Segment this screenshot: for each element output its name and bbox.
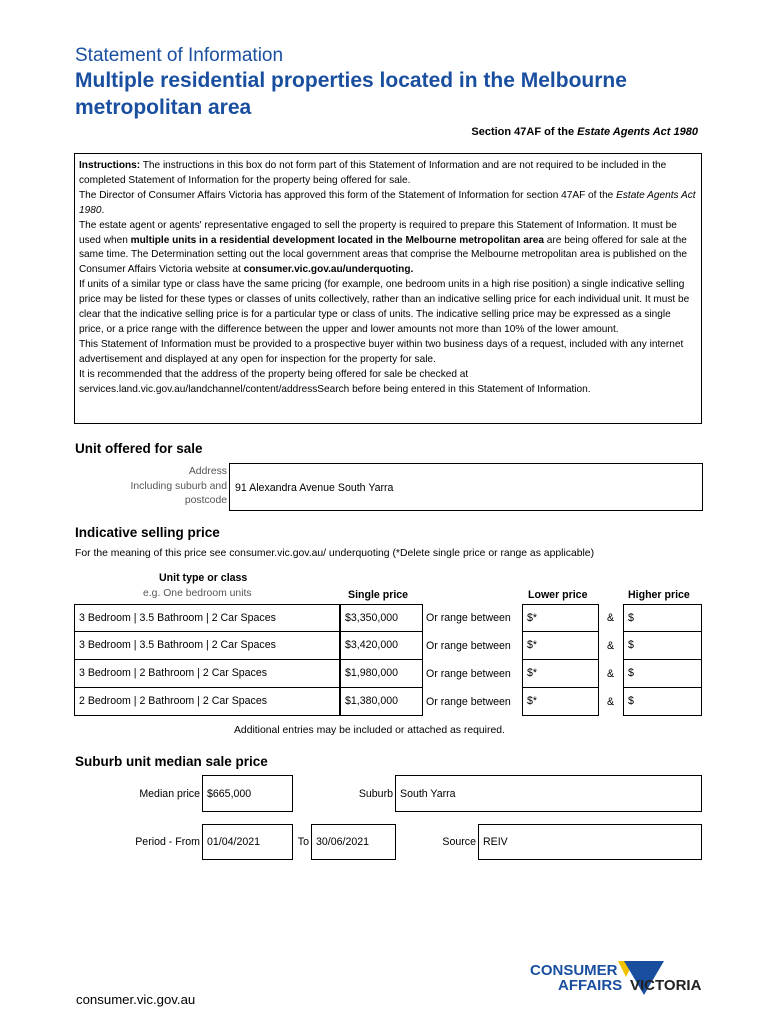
single-price-field[interactable]: $3,420,000 [340,632,423,660]
ampersand: & [607,668,615,680]
instructions-p2-text: The Director of Consumer Affairs Victoria has approved this form of the Statement of Information for section 47AF of the [79,189,617,201]
col-lower-price: Lower price [528,589,588,601]
higher-price-field[interactable]: $ [623,660,702,688]
section-act: Estate Agents Act 1980 [577,126,698,138]
ampersand: & [607,696,615,708]
unit-type-field[interactable]: 3 Bedroom | 3.5 Bathroom | 2 Car Spaces [74,632,340,660]
instructions-p3-a: The estate agent or agents' representative engaged to sell the property is required to prepare this Statement of Information. It must be used when [79,219,677,246]
footer-url[interactable]: consumer.vic.gov.au [76,992,196,1007]
period-to-label: To [297,836,309,848]
instructions-p3 [79,219,697,279]
higher-price-field[interactable]: $ [623,688,702,716]
price-row [74,604,702,632]
single-price-field[interactable]: $1,980,000 [340,660,423,688]
suburb-field[interactable]: South Yarra [395,775,702,812]
instructions-p2 [79,189,697,219]
additional-entries-note: Additional entries may be included or attached as required. [234,725,505,736]
logo-line2: AFFAIRS [558,977,623,994]
lower-price-field[interactable]: $* [522,632,599,660]
instructions-label: Instructions: [79,160,141,171]
higher-price-field[interactable]: $ [623,604,702,632]
instructions-p2-act: Estate Agents Act 1980 [79,189,696,216]
price-row [74,660,702,688]
document-kicker: Statement of Information [75,45,284,66]
higher-price-field[interactable]: $ [623,632,702,660]
period-to-field[interactable]: 30/06/2021 [311,824,396,860]
col-higher-price: Higher price [628,589,690,601]
col-unit-example: e.g. One bedroom units [143,588,252,599]
consumer-affairs-victoria-logo [530,957,710,1007]
unit-offered-heading: Unit offered for sale [75,441,203,456]
instructions-box [74,153,702,424]
indicative-meaning: For the meaning of this price see consumer.vic.gov.au/ underquoting (*Delete single price or range as applicable) [75,548,595,559]
source-label: Source [442,836,476,848]
range-label: Or range between [426,612,511,624]
instructions-p6: It is recommended that the address of the property being offered for sale be checked at services.land.vic.gov.au/landchannel/content/addressSearch before being entered in this Statement of Information. [79,368,591,395]
col-unit-type: Unit type or class [159,572,248,584]
lower-price-field[interactable]: $* [522,688,599,716]
lower-price-field[interactable]: $* [522,660,599,688]
range-label: Or range between [426,696,511,708]
address-label-suburb: Including suburb and [130,481,227,492]
ampersand: & [607,612,615,624]
address-label: Address [188,466,227,477]
range-label: Or range between [426,668,511,680]
instructions-p4: If units of a similar type or class have the same pricing (for example, one bedroom units in a high rise position) a single indicative selling price may be listed for these types or classes of units collectively, rather than an indicative selling price for each individual unit. It must be clear that the indicative selling price is for a particular type or class of units. The indicative selling price may be expressed as a single price, or a price range with the difference between the upper and lower amounts not more than 10% of the lower amount. [79,279,690,335]
instructions-p3-b: are being offered for sale at the same time. The Determination setting out the local government areas that comprise the Melbourne metropolitan area is published on the Consumer Affairs Victoria website at [79,234,688,276]
source-field[interactable]: REIV [478,824,702,860]
logo-mark-icon [530,957,710,1007]
logo-line3: VICTORIA [630,977,702,994]
instructions-p5: This Statement of Information must be provided to a prospective buyer within two business days of a request, included with any internet advertisement and displayed at any open for inspection for the property for sale. [79,338,684,365]
ampersand: & [607,640,615,652]
address-label-postcode: postcode [184,495,227,506]
period-from-label: Period - From [135,836,200,848]
unit-type-field[interactable]: 3 Bedroom | 2 Bathroom | 2 Car Spaces [74,660,340,688]
single-price-field[interactable]: $1,380,000 [340,688,423,716]
section-prefix: Section 47AF of the [471,126,578,138]
unit-type-field[interactable]: 2 Bedroom | 2 Bathroom | 2 Car Spaces [74,688,340,716]
price-row [74,688,702,716]
col-single-price: Single price [348,589,409,601]
single-price-field[interactable]: $3,350,000 [340,604,423,632]
instructions-p1-text: The instructions in this box do not form part of this Statement of Information and are not required to be included in the completed Statement of Information for the property being offered for sale. [79,160,667,186]
instructions-p3-bold: multiple units in a residential development located in the Melbourne metropolitan area [130,234,544,246]
price-row [74,632,702,660]
unit-type-field[interactable]: 3 Bedroom | 3.5 Bathroom | 2 Car Spaces [74,604,340,632]
median-price-label: Median price [139,788,200,800]
range-label: Or range between [426,640,511,652]
median-heading: Suburb unit median sale price [75,754,268,769]
instructions-p2-end: . [101,204,105,216]
indicative-heading: Indicative selling price [75,525,220,540]
median-price-field[interactable]: $665,000 [202,775,293,812]
lower-price-field[interactable]: $* [522,604,599,632]
period-from-field[interactable]: 01/04/2021 [202,824,293,860]
instructions-p1 [79,159,697,189]
logo-line1: CONSUMER [530,962,618,979]
section-reference [471,126,698,138]
underquoting-link[interactable]: consumer.vic.gov.au/underquoting. [243,264,414,276]
suburb-label: Suburb [358,788,393,800]
address-field[interactable]: 91 Alexandra Avenue South Yarra [229,463,703,511]
document-title: Multiple residential properties located in the Melbourne metropolitan area [75,69,627,119]
